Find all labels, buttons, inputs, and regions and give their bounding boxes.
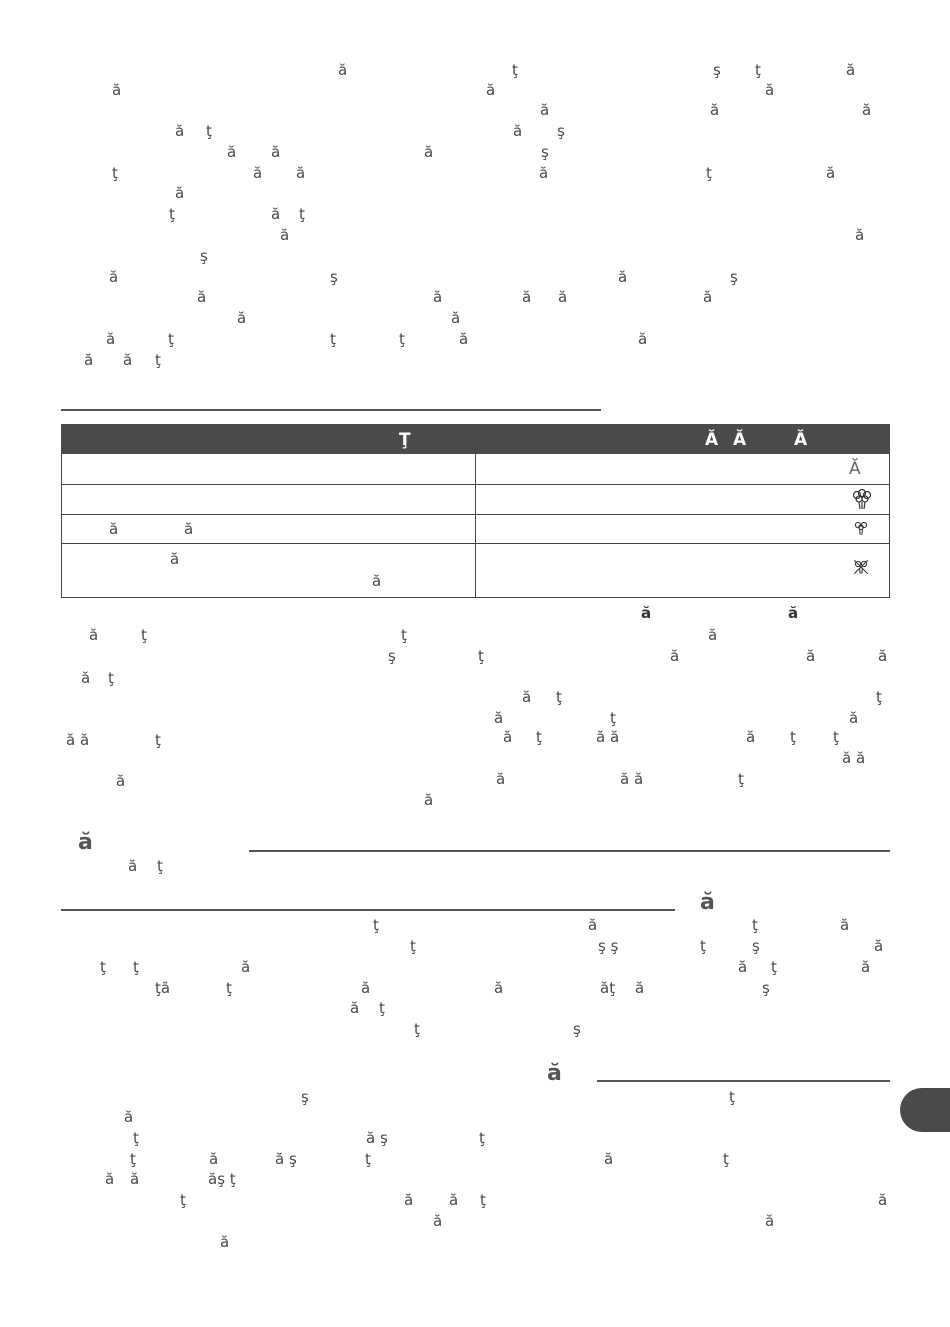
glyph: ă [424,143,434,161]
glyph: ţ [299,205,305,223]
glyph: ş [573,1020,581,1038]
glyph: ă [175,184,185,202]
glyph: ă ă [842,749,866,767]
glyph: ă [130,1170,140,1188]
page-tab [900,1088,950,1132]
glyph: ş [388,647,396,665]
glyph: ş [301,1088,309,1106]
glyph: ă [862,101,872,119]
glyph: ă [433,1212,443,1230]
glyph: ă [840,916,850,934]
glyph: ţ [738,770,744,788]
glyph: ă [846,61,856,79]
glyph: ţ [556,688,562,706]
glyph: ă [635,979,645,997]
glyph: ă [522,688,532,706]
glyph: ă [878,1191,888,1209]
section-heading: ă [700,890,715,915]
glyph: ă [878,647,888,665]
glyph: ăţ [600,979,616,997]
glyph: ă [124,1108,134,1126]
glyph: ă [849,709,859,727]
glyph: ţă [155,979,171,997]
section-divider [61,409,601,411]
glyph: ă [861,958,871,976]
glyph: ţ [478,647,484,665]
glyph: ş [713,61,721,79]
glyph: ă [197,288,207,306]
glyph: ă [558,288,568,306]
glyph: ă ă [66,731,90,749]
table-cell-right: Ă [849,459,861,479]
glyph: ţ [399,330,405,348]
glyph: ă [209,1150,219,1168]
glyph: ţ [155,731,161,749]
glyph: ă [588,916,598,934]
glyph: ţ [480,1191,486,1209]
glyph: ă [710,101,720,119]
table-header-glyph: Ă [794,430,808,450]
glyph: ă [253,164,263,182]
section-heading: ă [547,1061,562,1086]
glyph: ă [109,268,119,286]
glyph: ţ [706,164,712,182]
glyph: ţ [133,1129,139,1147]
glyph: ă [765,81,775,99]
glyph: ţ [752,916,758,934]
glyph: ă [271,205,281,223]
glyph: ă [451,309,461,327]
glyph: ă [746,728,756,746]
glyph: ş [330,268,338,286]
glyph: ţ [157,857,163,875]
flame-off-icon [852,558,870,576]
glyph: ă [112,81,122,99]
glyph: ă [105,1170,115,1188]
glyph: ţ [401,626,407,644]
glyph: ă [116,772,126,790]
glyph: ş [762,979,770,997]
glyph: ţ [512,61,518,79]
glyph: ţ [100,958,106,976]
glyph: ă [89,626,99,644]
glyph: ţ [330,330,336,348]
glyph: ă [496,770,506,788]
glyph: ă [237,309,247,327]
table-cell-left: ă [170,550,180,568]
glyph: ă [670,647,680,665]
table-row-divider [62,543,889,544]
glyph: ă [123,351,133,369]
glyph: ţ [610,709,616,727]
glyph: ţ [410,937,416,955]
glyph: ă [604,1150,614,1168]
glyph: ă [486,81,496,99]
glyph: ăş ţ [208,1170,236,1188]
glyph: ţ [536,728,542,746]
glyph: ă [855,226,865,244]
table-cell-left: ă [372,572,382,590]
table-column-divider [475,454,476,597]
flame-large-icon [850,488,874,510]
glyph: ă [540,101,550,119]
glyph: ş ş [598,937,619,955]
table-header [61,424,890,454]
glyph: ă [765,1212,775,1230]
glyph: ţ [180,1191,186,1209]
glyph: ţ [365,1150,371,1168]
glyph: ă [806,647,816,665]
glyph: ă [424,791,434,809]
glyph: ţ [790,728,796,746]
glyph: ă [433,288,443,306]
glyph: ţ [876,688,882,706]
glyph: ă [220,1233,230,1251]
glyph: ă [618,268,628,286]
glyph: ă [708,626,718,644]
settings-table [61,454,890,598]
section-divider [61,909,675,911]
glyph: ă [539,164,549,182]
glyph: ă [494,709,504,727]
glyph: ă [106,330,116,348]
section-divider [597,1080,890,1082]
glyph: ş [557,122,565,140]
table-cell-left: ă [184,520,194,538]
glyph: ă [641,604,652,622]
table-row-divider [62,484,889,485]
section-divider [249,850,890,852]
glyph: ă ă [596,728,620,746]
glyph: ţ [373,916,379,934]
glyph: ş [541,143,549,161]
glyph: ă [874,937,884,955]
glyph: ă [449,1191,459,1209]
glyph: ţ [833,728,839,746]
glyph: ă [522,288,532,306]
glyph: ă [350,999,360,1017]
glyph: ţ [141,626,147,644]
glyph: ţ [723,1150,729,1168]
glyph: ţ [700,937,706,955]
glyph: ă [84,351,94,369]
glyph: ţ [169,205,175,223]
glyph: ă [494,979,504,997]
glyph: ţ [206,122,212,140]
glyph: ţ [226,979,232,997]
glyph: ţ [771,958,777,976]
glyph: ţ [133,958,139,976]
glyph: ţ [108,669,114,687]
glyph: ă [338,61,348,79]
glyph: ţ [414,1020,420,1038]
glyph: ţ [729,1088,735,1106]
glyph: ă [227,143,237,161]
glyph: ă [703,288,713,306]
glyph: ă [788,604,799,622]
glyph: ă [271,143,281,161]
table-cell-left: ă [109,520,119,538]
glyph: ă [175,122,185,140]
glyph: ş [200,247,208,265]
section-heading: ă [78,830,93,855]
glyph: ţ [130,1150,136,1168]
glyph: ţ [155,351,161,369]
glyph: ă [638,330,648,348]
table-header-left: Ţ [399,430,411,450]
glyph: ă [241,958,251,976]
glyph: ă [513,122,523,140]
glyph: ă [826,164,836,182]
glyph: ă [361,979,371,997]
glyph: ă [459,330,469,348]
glyph: ă [81,669,91,687]
table-header-glyph: Ă [733,430,747,450]
glyph: ă [404,1191,414,1209]
glyph: ă [503,728,513,746]
table-row-divider [62,514,889,515]
glyph: ă ş [275,1150,297,1168]
glyph: ţ [112,164,118,182]
glyph: ă [280,226,290,244]
glyph: ţ [755,61,761,79]
glyph: ă [296,164,306,182]
flame-small-icon [852,519,870,537]
glyph: ă ş [366,1129,388,1147]
glyph: ţ [168,330,174,348]
glyph: ţ [479,1129,485,1147]
glyph: ă [738,958,748,976]
glyph: ş [752,937,760,955]
glyph: ţ [379,999,385,1017]
glyph: ş [730,268,738,286]
glyph: ă [128,857,138,875]
glyph: ă ă [620,770,644,788]
table-header-glyph: Ă [705,430,719,450]
